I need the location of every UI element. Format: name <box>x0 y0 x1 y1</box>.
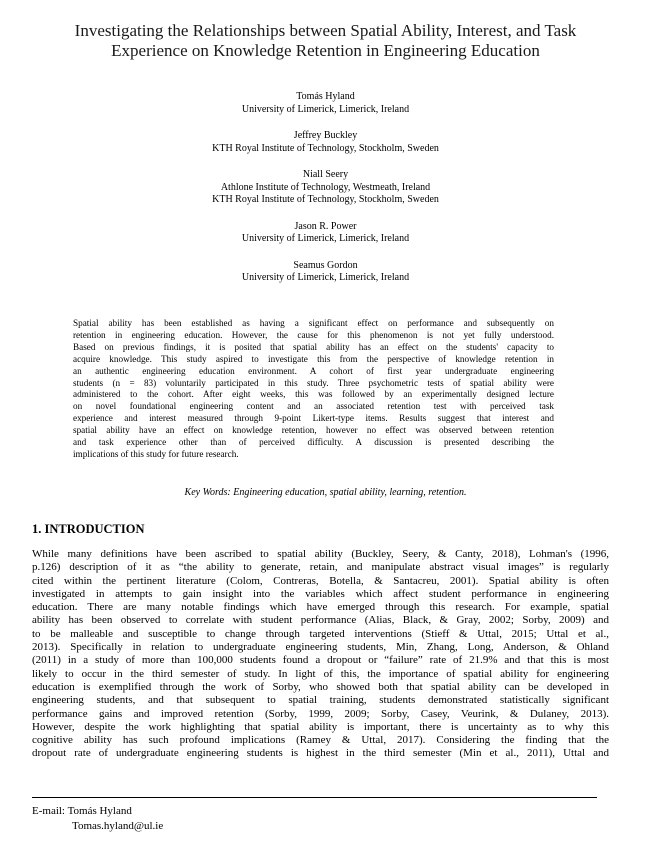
body-line: While many definitions have been ascribed to spatial ability (Buckley, Seery, & Canty, 2018), Lohman's (1996, <box>32 548 609 560</box>
keywords: Key Words: Engineering education, spatial ability, learning, retention. <box>184 487 467 498</box>
author-block <box>0 260 651 285</box>
abstract-line: implications of this study for future research. <box>73 448 239 459</box>
author-affiliation: University of Limerick, Limerick, Ireland <box>241 272 410 283</box>
author-block <box>0 221 651 246</box>
abstract-line: spatial ability have an effect on knowledge retention, however no effect was observed between retention <box>73 425 554 436</box>
body-line: 2013). Specifically in relation to undergraduate engineering students, Min, Zhang, Long, Anderson, & Ohland <box>32 641 609 654</box>
correspondence-footnote <box>32 804 163 834</box>
body-line: education. There are many notable findings which have emerged through this research. For example, spatial <box>32 601 609 614</box>
body-line: cognitive ability has such profound implications (Ramey & Uttal, 2017). Considering the finding that the <box>32 734 609 747</box>
email-address[interactable]: Tomas.hyland@ul.ie <box>72 820 164 832</box>
author-affiliation: KTH Royal Institute of Technology, Stockholm, Sweden <box>212 142 439 154</box>
author-block <box>0 169 651 207</box>
author-affiliation: KTH Royal Institute of Technology, Stockholm, Sweden <box>212 194 439 205</box>
author-name: Tomás Hyland <box>296 91 355 102</box>
author-name: Jeffrey Buckley <box>293 130 358 141</box>
author-block <box>0 91 651 116</box>
abstract-line: administered to the cohort. After eight weeks, this was followed by an experimentally designed lecture <box>73 389 554 400</box>
body-line: cited within the pertinent literature (Colom, Contreras, Botella, & Santacreu, 2001). Spatial ability is often <box>32 574 609 587</box>
body-line: ability has been observed to correlate with student performance (Alias, Black, & Gray, 2002; Sorby, 2009) and <box>32 614 609 627</box>
body-line: performance gains and improved retention (Sorby, 1999, 2009; Sorby, Casey, Veurink, & Dulaney, 2013). <box>32 707 609 720</box>
body-line: education is exemplified through the work of Sorby, who showed both that spatial ability can be developed in <box>32 680 609 693</box>
abstract-line: and task experience other than of perceived difficulty. A discussion is presented describing the <box>73 437 554 448</box>
author-affiliation: University of Limerick, Limerick, Ireland <box>241 103 410 115</box>
author-affiliation: Athlone Institute of Technology, Westmeath, Ireland <box>220 181 431 193</box>
abstract <box>73 318 554 461</box>
author-block <box>0 130 651 155</box>
body-line: investigated in attempts to gain insight into the variables which affect student performance in engineering <box>32 587 609 600</box>
abstract-line: an authentic engineering education environment. A cohort of first year undergraduate engineering <box>73 365 554 376</box>
abstract-line: on novel foundational engineering content and an associated retention test with perceived task <box>73 401 554 412</box>
title-line: Investigating the Relationships between Spatial Ability, Interest, and Task <box>74 21 577 40</box>
email-label: E-mail: <box>32 805 65 817</box>
body-line: to be malleable and susceptible to change through targeted interventions (Stieff & Uttal, 2015; Uttal et al., <box>32 627 609 640</box>
author-name: Niall Seery <box>302 169 349 180</box>
abstract-line: retention in engineering education. However, the cause for this phenomenon is not yet fully understood. <box>73 329 554 340</box>
abstract-line: Based on previous findings, it is posited that spatial ability has an effect on the students' capacity to <box>73 341 554 352</box>
abstract-line: students (n = 83) voluntarily participated in this study. Three psychometric tests of spatial ability were <box>73 377 554 388</box>
body-line: likely to occur in the third semester of study. In light of this, the importance of spatial ability for engineering <box>32 667 609 680</box>
section-heading: 1. INTRODUCTION <box>32 522 145 536</box>
abstract-line: acquire knowledge. This study aspired to investigate this from the perspective of knowledge retention in <box>73 353 554 364</box>
body-line: dropout rate of undergraduate engineering students is highest in the third semester (Min et al., 2011), Uttal and <box>32 747 609 760</box>
title-line: Experience on Knowledge Retention in Engineering Education <box>111 41 540 60</box>
body-line: p.126) description of it as “the ability to generate, retain, and manipulate abstract visual images” is regularly <box>32 561 609 574</box>
author-name: Seamus Gordon <box>293 259 358 271</box>
abstract-line: experience and interest measured through 9-point Likert-type items. Results suggest that interest and <box>73 413 554 424</box>
introduction-body <box>32 548 609 761</box>
author-affiliation: University of Limerick, Limerick, Ireland <box>241 233 410 244</box>
correspondent-name: Tomás Hyland <box>67 805 132 817</box>
author-list <box>0 91 651 299</box>
abstract-line: Spatial ability has been established as having a significant effect on performance and subsequently on <box>73 318 554 328</box>
body-line: (2011) in a study of more than 100,000 students found a dropout or “failure” rate of 21.9% and that this is most <box>32 654 609 667</box>
body-line: engineering students, and that subsequent to spatial training, students demonstrated statistically significant <box>32 694 609 707</box>
paper-title <box>20 21 631 61</box>
footnote-divider <box>32 797 597 798</box>
author-name: Jason R. Power <box>294 220 357 232</box>
body-line: However, despite the work highlighting that spatial ability is important, there is uncertainty as to why this <box>32 720 609 733</box>
